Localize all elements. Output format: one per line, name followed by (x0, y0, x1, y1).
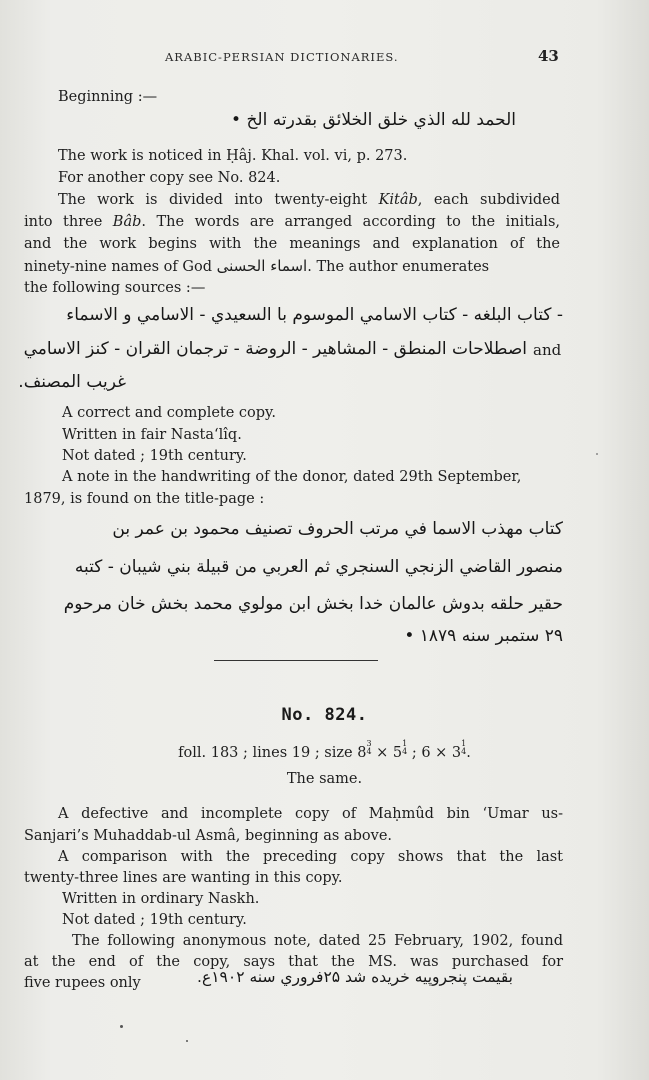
sources-and: and (533, 341, 562, 359)
division-line-5: the following sources :— (24, 280, 206, 296)
following-line-1: The following anonymous note, dated 25 February, 1902, found (72, 933, 563, 949)
note-arabic-4: ۲۹ ستمبر سنه ۱۸۷۹ • (404, 626, 563, 646)
sources-arabic-1: - كتاب البلغه - كتاب الاسامي الموسوم با السعيدي - الاسامي و الاسماء (66, 305, 563, 325)
following-line-3-text: five rupees only (24, 975, 141, 991)
division-line-4-text: ninety-nine names of God (24, 259, 212, 275)
sources-arabic-2: اصطلاحات المنطق - المشاهير - الروضة - ترجمان القران - كنز الاسامي (23, 339, 527, 359)
collation-line (0, 740, 649, 761)
following-line-2: at the end of the copy, says that the MS. was purchased for (24, 954, 563, 970)
fraction-3-num: 1 (461, 739, 467, 748)
division-line-2: into three Bâb. The words are arranged according to the initials, (24, 214, 560, 230)
date-line: Not dated ; 19th century. (62, 448, 247, 464)
paper-speck (596, 453, 598, 455)
note-arabic-3: حقير حلقه بدوش عالمان خدا بخش ابن مولوي محمد بخش خان مرحوم (63, 594, 563, 614)
division-line-1: The work is divided into twenty-eight Kitâb, each subdivided (58, 192, 560, 208)
script-line-2: Written in ordinary Naskh. (62, 891, 260, 907)
defective-line-1: A defective and incomplete copy of Maḥmûd bin ‘Umar us- (58, 806, 563, 822)
entry-number-heading: No. 824. (281, 705, 368, 725)
note-arabic-2: منصور القاضي الزنجي السنجري ثم العربي من قبيلة بني شيبان - كتبه (74, 557, 563, 577)
collation-text: foll. 183 ; lines 19 ; size 8 (178, 745, 367, 761)
beginning-arabic: الحمد لله الذي خلق الخلائق بقدرته الخ • (231, 110, 516, 130)
collation-mid: × 5 (371, 745, 403, 761)
asma-husna-arabic: اسماء الحسنى (216, 257, 308, 275)
fraction-2-den: 4 (402, 747, 408, 756)
paper-speck (186, 1040, 188, 1042)
running-header (0, 47, 649, 66)
note-arabic-1: كتاب مهذب الاسما في مرتب الحروف تصنيف محمود بن عمر بن (112, 519, 563, 539)
defective-line-2: Sanjari’s Muhaddab-ul Asmâ, beginning as above. (24, 828, 393, 844)
running-title: ARABIC-PERSIAN DICTIONARIES. (165, 50, 399, 64)
division-line-4-end: . The author enumerates (307, 259, 490, 275)
notice-line: The work is noticed in Ḥâj. Khal. vol. vi, p. 273. (58, 148, 408, 164)
beginning-label: Beginning :— (58, 89, 158, 105)
division-line-3: and the work begins with the meanings and explanation of the (24, 236, 560, 252)
fraction-3-den: 4 (461, 747, 467, 756)
purchase-note-arabic: بقيمت پنجروپيه خريده شد ۲۵فروري سنه ۱۹۰۲ع. (197, 968, 513, 986)
copy-description: A correct and complete copy. (62, 405, 276, 421)
comparison-line-2: twenty-three lines are wanting in this copy. (24, 870, 343, 886)
following-line-3 (24, 972, 141, 994)
collation-end: . (466, 745, 471, 761)
page-number: 43 (538, 47, 559, 65)
fraction-1-num: 3 (366, 739, 372, 748)
note-line-2: 1879, is found on the title-page : (24, 491, 265, 507)
comparison-line-1: A comparison with the preceding copy shows that the last (58, 849, 563, 865)
same-line: The same. (286, 771, 363, 787)
another-copy-line: For another copy see No. 824. (58, 170, 281, 186)
script-line: Written in fair Nasta‘lîq. (62, 427, 242, 443)
paper-speck (120, 1025, 123, 1028)
date-line-2: Not dated ; 19th century. (62, 912, 247, 928)
section-divider (214, 660, 378, 661)
fraction-1-den: 4 (366, 747, 372, 756)
division-line-4 (24, 255, 560, 278)
collation-mid-2: ; 6 × 3 (407, 745, 462, 761)
sources-arabic-3: غريب المصنف. (18, 372, 126, 392)
note-line-1: A note in the handwriting of the donor, dated 29th September, (62, 469, 522, 485)
fraction-2-num: 1 (402, 739, 408, 748)
